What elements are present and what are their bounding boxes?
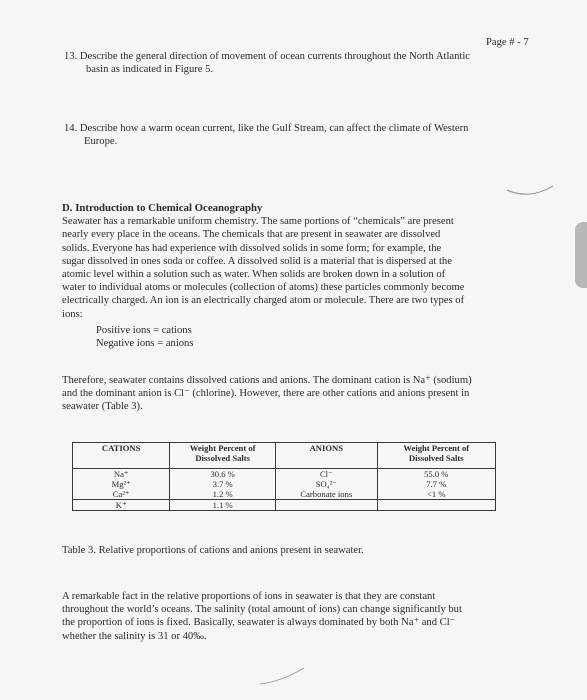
header-weight-cations: Weight Percent of Dissolved Salts xyxy=(170,443,276,469)
cation-percent-cells: 30.6 % 3.7 % 1.2 % xyxy=(170,469,276,500)
header-anions: ANIONS xyxy=(276,443,378,469)
pencil-mark xyxy=(505,178,555,198)
therefore-line: seawater (Table 3). xyxy=(62,401,143,413)
anion-cells: Cl⁻ SO₄²⁻ Carbonate ions xyxy=(276,469,378,500)
question-13 xyxy=(64,50,534,76)
section-d-line: nearly every place in the oceans. The chemicals that are present in seawater are dissolved xyxy=(62,229,441,241)
empty-cell xyxy=(276,500,378,511)
table-row xyxy=(73,469,496,500)
section-d-line: Seawater has a remarkable uniform chemistry. The same portions of “chemicals” are present xyxy=(62,216,454,228)
question-13-line-1: Describe the general direction of movement of ocean currents throughout the North Atlantic xyxy=(79,51,470,62)
question-14-number: 14. xyxy=(64,123,78,134)
header-weight-anions: Weight Percent of Dissolved Salts xyxy=(377,443,495,469)
cation-cell: K⁺ xyxy=(73,500,170,511)
section-d xyxy=(62,202,532,350)
question-13-line-2: basin as indicated in Figure 5. xyxy=(86,64,214,75)
anion-percent-cells: 55.0 % 7.7 % <1 % xyxy=(377,469,495,500)
question-13-number: 13. xyxy=(64,51,78,62)
ion-table xyxy=(72,442,496,511)
empty-cell xyxy=(377,500,495,511)
final-line: the proportion of ions is fixed. Basically, seawater is always dominated by both Na⁺ and Cl⁻ xyxy=(62,617,456,629)
paragraph-therefore xyxy=(62,374,532,414)
final-line: throughout the world’s oceans. The salinity (total amount of ions) can change significantly but xyxy=(62,604,462,616)
therefore-line: Therefore, seawater contains dissolved cations and anions. The dominant cation is Na⁺ (sodium) xyxy=(62,375,472,386)
page-number: Page # - 7 xyxy=(486,37,529,48)
question-14-line-1: Describe how a warm ocean current, like the Gulf Stream, can affect the climate of Western xyxy=(79,123,469,134)
question-14-line-2: Europe. xyxy=(84,136,118,147)
table-row xyxy=(73,500,496,511)
question-14 xyxy=(64,122,534,148)
section-d-line: ions: xyxy=(62,308,83,320)
final-line: whether the salinity is 31 or 40‰. xyxy=(62,630,207,642)
cation-percent-cell: 1.1 % xyxy=(170,500,276,511)
positive-ions: Positive ions = cations xyxy=(96,324,192,336)
table-caption: Table 3. Relative proportions of cations and anions present in seawater. xyxy=(62,545,364,556)
section-d-line: solids. Everyone has had experience with dissolved solids in some form; for example, the xyxy=(62,242,442,254)
table-header-row xyxy=(73,443,496,469)
final-line: A remarkable fact in the relative proportions of ions in seawater is that they are constant xyxy=(62,591,436,602)
therefore-line: and the dominant anion is Cl⁻ (chlorine). However, there are other cations and anions present in xyxy=(62,388,470,400)
section-d-line: water to individual atoms or molecules (collection of atoms) these particles commonly become xyxy=(62,282,465,294)
section-d-line: sugar dissolved in ones soda or coffee. A dissolved solid is a material that is dispersed at the xyxy=(62,255,452,267)
cation-cells: Na⁺ Mg²⁺ Ca²⁺ xyxy=(73,469,170,500)
header-cations: CATIONS xyxy=(73,443,170,469)
section-d-line: electrically charged. An ion is an electrically charged atom or molecule. There are two types of xyxy=(62,295,465,307)
section-d-title: D. Introduction to Chemical Oceanography xyxy=(62,202,263,214)
scroll-tab xyxy=(575,222,587,288)
paragraph-final xyxy=(62,590,532,643)
section-d-line: atomic level within a solution such as water. When solids are broken down in a solution of xyxy=(62,269,446,281)
negative-ions: Negative ions = anions xyxy=(96,338,194,350)
pencil-mark xyxy=(258,664,308,688)
